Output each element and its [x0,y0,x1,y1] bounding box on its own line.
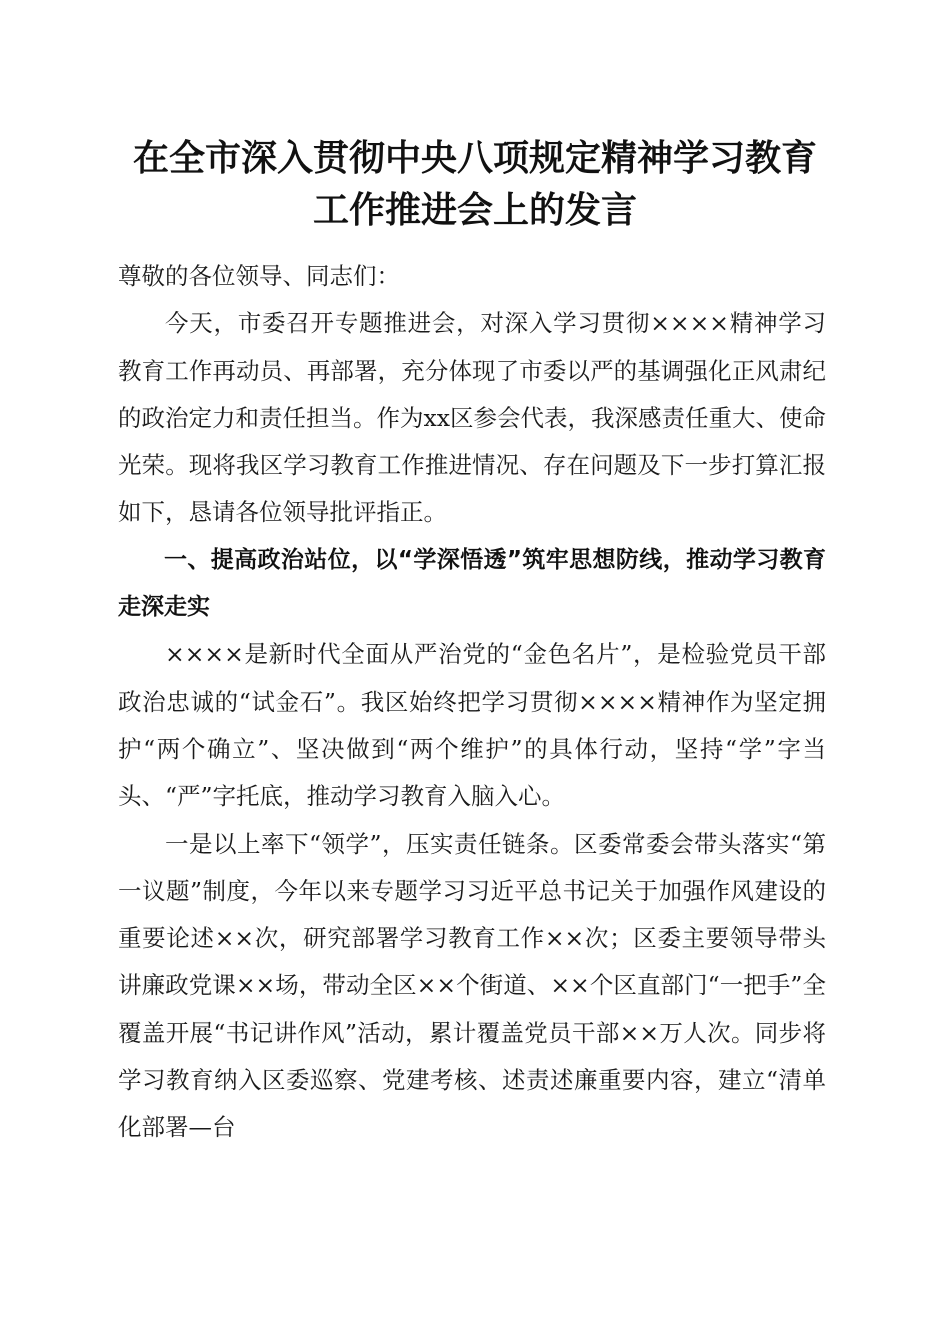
section-paragraph: 一是以上率下“领学”，压实责任链条。区委常委会带头落实“第一议题”制度，今年以来专题学习习近平总书记关于加强作风建设的重要论述××次，研究部署学习教育工作××次；区委主要领导带头讲廉政党课××场，带动全区××个街道、××个区直部门“一把手”全覆盖开展“书记讲作风”活动，累计覆盖党员干部××万人次。同步将学习教育纳入区委巡察、党建考核、述责述廉重要内容，建立“清单化部署—台 [118,829,826,1142]
section-paragraph: ××××是新时代全面从严治党的“金色名片”，是检验党员干部政治忠诚的“试金石”。我区始终把学习贯彻××××精神作为坚定拥护“两个确立”、坚决做到“两个维护”的具体行动，坚持“学”字当头、“严”字托底，推动学习教育入脑入心。 [118,640,826,811]
document-title: 在全市深入贯彻中央八项规定精神学习教育工作推进会上的发言 [132,137,817,231]
section-heading: 一、提高政治站位，以“学深悟透”筑牢思想防线，推动学习教育走深走实 [118,546,826,621]
salutation: 尊敬的各位领导、同志们： [118,262,400,290]
document-body [118,253,826,1152]
intro-paragraph: 今天，市委召开专题推进会，对深入学习贯彻××××精神学习教育工作再动员、再部署，充分体现了市委以严的基调强化正风肃纪的政治定力和责任担当。作为xx区参会代表，我深感责任重大、使命光荣。现将我区学习教育工作推进情况、存在问题及下一步打算汇报如下，恳请各位领导批评指正。 [118,309,827,527]
